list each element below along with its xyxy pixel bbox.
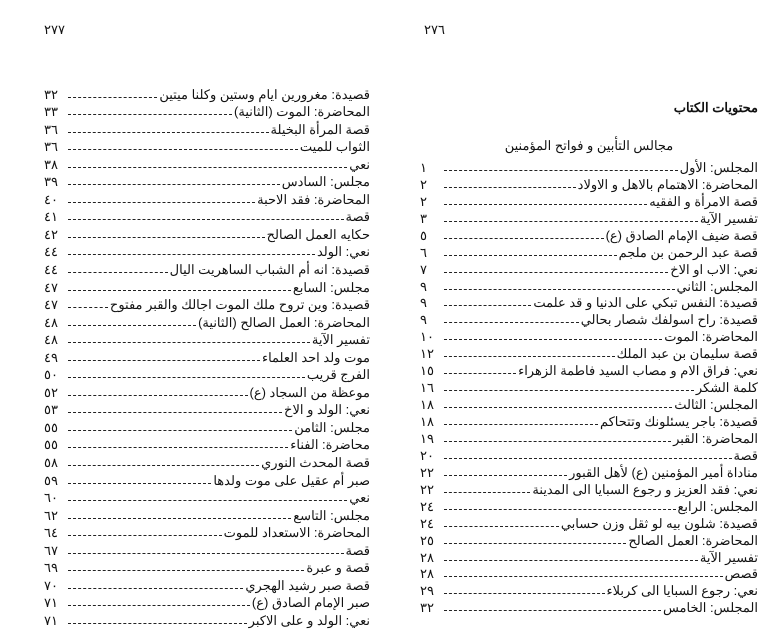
toc-entry-page: ٧٠ (44, 577, 58, 593)
toc-entry-label: تفسير الآية (699, 210, 758, 226)
toc-entry (420, 310, 758, 327)
dotted-leader (68, 149, 298, 150)
toc-entry (420, 226, 758, 243)
toc-entry-label: قصة صبر رشيد الهجري (245, 577, 370, 593)
toc-entry-page: ٥٥ (44, 419, 58, 435)
dotted-leader (68, 307, 108, 308)
toc-entry-page: ٩ (420, 295, 427, 311)
dotted-leader (68, 605, 250, 606)
toc-entry-label: نعي: فقد العزيز و رجوع السبايا الى المدينة (532, 481, 758, 497)
toc-entry-label: الفرج قريب (306, 367, 370, 383)
right-page-contents (420, 100, 758, 615)
toc-entry-page: ٧ (420, 261, 427, 277)
dotted-leader (444, 492, 530, 493)
toc-entry-label: المجلس: الثالث (674, 397, 758, 413)
toc-entry-page: ٢ (420, 193, 427, 209)
toc-entry (420, 277, 758, 294)
dotted-leader (68, 535, 222, 536)
dotted-leader (444, 458, 732, 459)
toc-entry-label: المجلس: الرابع (677, 498, 758, 514)
toc-entry-page: ١ (420, 159, 427, 175)
toc-entry-label: حكايه العمل الصالح (266, 226, 370, 242)
toc-entry (44, 347, 370, 365)
toc-entry-label: محاضرة: الفناء (290, 437, 370, 453)
toc-entry (44, 435, 370, 453)
toc-entry-page: ٦٢ (44, 507, 58, 523)
toc-entry-page: ٤٩ (44, 349, 58, 365)
toc-entry-page: ٥ (420, 227, 427, 243)
dotted-leader (68, 290, 291, 291)
toc-entry-page: ٢ (420, 176, 427, 192)
toc-entry-page: ٢٤ (420, 498, 434, 514)
toc-entry (44, 84, 370, 102)
toc-entry (420, 463, 758, 480)
toc-entry-label: المجلس: الأول (679, 159, 758, 175)
toc-entry-label: قصيدة: النفس تبكي على الدنيا و قد علمت (533, 295, 758, 311)
toc-entry (44, 505, 370, 523)
toc-entry-page: ١٩ (420, 430, 434, 446)
dotted-leader (68, 360, 260, 361)
dotted-leader (444, 238, 604, 239)
dotted-leader (68, 132, 269, 133)
toc-entry-label: المحاضرة: العمل الصالح (628, 532, 758, 548)
dotted-leader (68, 447, 288, 448)
toc-entry-page: ١٨ (420, 414, 434, 429)
toc-entry-label: صبر أم عقيل على موت ولدها (213, 472, 370, 488)
toc-entry-page: ٥٩ (44, 472, 58, 488)
dotted-leader (444, 441, 671, 442)
dotted-leader (68, 272, 168, 273)
toc-entry (420, 497, 758, 514)
toc-entry-label: قصيدة: باجر يسئلونك وتتحاكم (599, 414, 758, 429)
toc-entry-label: قصة (345, 209, 370, 225)
toc-entry (44, 365, 370, 383)
toc-entry (420, 480, 758, 497)
toc-entry-page: ١٥ (420, 363, 434, 379)
dotted-leader (68, 588, 243, 589)
toc-entry-page: ٢٤ (420, 515, 434, 531)
toc-entry (44, 154, 370, 172)
toc-entry-page: ٦٧ (44, 542, 58, 558)
toc-entry-label: نعي: فراق الام و مصاب السيد فاطمة الزهراء (518, 363, 758, 379)
toc-entry-page: ٣٦ (44, 139, 58, 155)
toc-entry (420, 531, 758, 548)
toc-entry (44, 400, 370, 418)
toc-entry (44, 575, 370, 593)
toc-entry (44, 259, 370, 277)
toc-list (420, 158, 758, 615)
left-page-number: ٢٧٧ (44, 22, 65, 37)
dotted-leader (68, 202, 255, 203)
toc-entry-page: ٣٨ (44, 156, 58, 172)
toc-entry-page: ٧١ (44, 612, 58, 628)
dotted-leader (68, 377, 305, 378)
toc-entry-label: موعظة من السجاد (ع) (249, 384, 370, 400)
toc-entry-page: ٢٨ (420, 566, 434, 582)
dotted-leader (68, 518, 291, 519)
dotted-leader (444, 322, 579, 323)
toc-entry (420, 158, 758, 175)
dotted-leader (444, 204, 647, 205)
dotted-leader (68, 623, 247, 624)
toc-entry-label: موت ولد احد العلماء (261, 349, 370, 365)
toc-entry (44, 207, 370, 225)
dotted-leader (444, 373, 516, 374)
dotted-leader (68, 237, 265, 238)
dotted-leader (68, 325, 196, 326)
toc-entry-page: ٥٨ (44, 455, 58, 471)
toc-entry-page: ١٢ (420, 346, 434, 362)
toc-entry-page: ٤٧ (44, 297, 58, 313)
toc-entry-label: قصة و عبرة (306, 560, 370, 576)
dotted-leader (444, 272, 668, 273)
toc-entry-label: قصة (733, 447, 758, 463)
toc-entry-page: ٢٠ (420, 447, 434, 463)
toc-entry-label: نعي: الاب او الاخ (670, 261, 758, 277)
toc-entry-page: ٤٧ (44, 279, 58, 295)
toc-entry-page: ٢٩ (420, 583, 434, 599)
toc-entry-label: تفسير الآية (311, 332, 370, 348)
toc-entry (44, 470, 370, 488)
toc-entry-label: قصة المحدث النوري (261, 455, 370, 471)
toc-entry-label: المحاضرة: الاستعداد للموت (223, 525, 370, 541)
toc-entry (420, 294, 758, 311)
toc-entry-label: مجلس: السادس (281, 174, 370, 190)
dotted-leader (444, 593, 605, 594)
toc-entry (44, 172, 370, 190)
toc-entry (420, 243, 758, 260)
toc-entry-page: ٤٢ (44, 226, 58, 242)
toc-entry (44, 330, 370, 348)
toc-entry (420, 446, 758, 463)
toc-entry-page: ٥٠ (44, 367, 58, 383)
toc-entry-label: المجلس: الثاني (676, 278, 758, 294)
dotted-leader (444, 170, 678, 171)
toc-entry-page: ٩ (420, 278, 427, 294)
toc-entry-label: قصيدة: وين تروح ملك الموت اجالك والقبر مفتوح (109, 297, 370, 313)
toc-entry-label: نعي: الولد و الاخ (284, 402, 370, 418)
toc-entry-label: قصة المرأة البخيلة (270, 121, 370, 137)
toc-entry (44, 558, 370, 576)
toc-entry (44, 417, 370, 435)
toc-entry (420, 192, 758, 209)
toc-entry-page: ٣٢ (44, 86, 58, 102)
toc-entry-page: ٤١ (44, 209, 58, 225)
dotted-leader (444, 390, 694, 391)
toc-entry (44, 312, 370, 330)
dotted-leader (68, 114, 232, 115)
dotted-leader (444, 526, 559, 527)
toc-entry-page: ٢٢ (420, 464, 434, 480)
toc-entry (44, 224, 370, 242)
toc-entry (420, 378, 758, 395)
dotted-leader (444, 289, 675, 290)
toc-entry-page: ٣٦ (44, 121, 58, 137)
toc-entry-page: ٣٢ (420, 600, 434, 616)
toc-entry (44, 189, 370, 207)
toc-entry-page: ٢٢ (420, 481, 434, 497)
toc-entry-label: المحاضرة: القبر (673, 430, 758, 446)
toc-entry-page: ٤٤ (44, 244, 58, 260)
toc-entry (420, 209, 758, 226)
toc-entry-page: ٥٥ (44, 437, 58, 453)
dotted-leader (444, 356, 615, 357)
toc-entry-page: ٦ (420, 244, 427, 260)
dotted-leader (68, 483, 211, 484)
toc-entry-label: قصة سليمان بن عبد الملك (616, 346, 758, 362)
dotted-leader (444, 255, 617, 256)
dotted-leader (68, 430, 292, 431)
contents-subtitle: مجالس التأبين و فواتح المؤمنين (504, 138, 674, 153)
dotted-leader (68, 465, 259, 466)
toc-entry (420, 565, 758, 582)
toc-entry-label: كلمة الشكر (695, 380, 758, 396)
dotted-leader (68, 342, 310, 343)
toc-entry (44, 295, 370, 313)
toc-entry (44, 610, 370, 628)
toc-entry (44, 277, 370, 295)
toc-entry (44, 119, 370, 137)
toc-entry-label: قصيدة: انه أم الشباب الساهريت اليال (169, 262, 370, 278)
toc-entry (420, 548, 758, 565)
toc-entry (420, 598, 758, 615)
toc-entry-label: نعي: الولد (316, 244, 370, 260)
toc-entry (420, 361, 758, 378)
toc-entry-label: مجلس: التاسع (293, 507, 370, 523)
dotted-leader (68, 97, 157, 98)
dotted-leader (444, 187, 576, 188)
dotted-leader (444, 543, 626, 544)
dotted-leader (444, 407, 672, 408)
toc-entry-page: ٢٨ (420, 549, 434, 565)
dotted-leader (68, 500, 347, 501)
dotted-leader (68, 167, 347, 168)
toc-entry (44, 242, 370, 260)
dotted-leader (68, 395, 248, 396)
toc-entry (44, 540, 370, 558)
dotted-leader (444, 509, 676, 510)
toc-entry (420, 412, 758, 429)
toc-entry-page: ١٨ (420, 397, 434, 413)
toc-entry-label: المحاضرة: العمل الصالح (الثانية) (198, 314, 370, 330)
toc-entry (420, 429, 758, 446)
toc-entry-label: نعي: رجوع السبايا الى كربلاء (606, 583, 758, 599)
toc-entry-label: قصة ضيف الإمام الصادق (ع) (605, 227, 758, 243)
toc-entry (44, 452, 370, 470)
toc-entry-label: نعي: الولد و على الاكبر (248, 612, 370, 628)
toc-entry (44, 102, 370, 120)
dotted-leader (68, 184, 280, 185)
toc-entry-label: المحاضرة: الاهتمام بالاهل و الاولاد (577, 176, 758, 192)
toc-entry-label: نعي (349, 156, 370, 172)
toc-entry-label: المحاضرة: الموت (664, 329, 758, 345)
dotted-leader (68, 254, 315, 255)
left-page-contents (44, 84, 370, 628)
toc-entry-page: ٣٩ (44, 174, 58, 190)
dotted-leader (68, 570, 304, 571)
dotted-leader (444, 305, 531, 306)
toc-entry (44, 593, 370, 611)
toc-entry-label: قصة عبد الرحمن بن ملجم (618, 244, 758, 260)
toc-entry-label: قصيدة: راح اسولفك شصار بحالي (580, 312, 758, 328)
toc-entry-page: ٦٩ (44, 560, 58, 576)
toc-entry-label: مناداة أمير المؤمنين (ع) لأهل القبور (569, 464, 758, 480)
dotted-leader (68, 553, 344, 554)
toc-entry-page: ٧١ (44, 595, 58, 611)
dotted-leader (68, 412, 282, 413)
toc-entry-label: نعي (349, 490, 370, 506)
toc-entry-label: قصة (345, 542, 370, 558)
dotted-leader (444, 339, 662, 340)
toc-entry-page: ٣٣ (44, 104, 58, 120)
toc-entry-label: مجلس: الثامن (294, 419, 370, 435)
toc-entry-page: ١٠ (420, 329, 434, 345)
toc-entry (44, 523, 370, 541)
toc-entry (420, 395, 758, 412)
toc-entry-page: ٢٥ (420, 532, 434, 548)
dotted-leader (444, 610, 661, 611)
dotted-leader (444, 424, 598, 425)
toc-entry (420, 175, 758, 192)
toc-entry-page: ٦٤ (44, 525, 58, 541)
dotted-leader (68, 219, 344, 220)
right-page-number: ٢٧٦ (424, 22, 445, 37)
toc-entry (420, 260, 758, 277)
toc-entry-label: مجلس: السابع (292, 279, 370, 295)
dotted-leader (444, 221, 698, 222)
toc-entry-page: ٤٠ (44, 191, 58, 207)
toc-entry (420, 514, 758, 531)
toc-entry-label: قصيدة: مغرورين ايام وستين وكلنا ميتين (159, 86, 370, 102)
toc-entry (44, 137, 370, 155)
toc-entry-page: ٩ (420, 312, 427, 328)
toc-entry-label: قصيدة: شلون بيه لو ثقل وزن حسابي (560, 515, 758, 531)
toc-entry (420, 344, 758, 361)
dotted-leader (444, 475, 567, 476)
dotted-leader (444, 576, 723, 577)
contents-title: محتويات الكتاب (673, 100, 758, 115)
toc-entry-page: ٦٠ (44, 490, 58, 506)
toc-entry-page: ٥٢ (44, 384, 58, 400)
toc-entry (44, 488, 370, 506)
toc-entry (420, 581, 758, 598)
toc-entry (44, 382, 370, 400)
toc-entry-label: قصص (724, 566, 758, 582)
toc-entry (420, 327, 758, 344)
toc-entry-page: ٣ (420, 210, 427, 226)
toc-entry-page: ١٦ (420, 380, 434, 396)
toc-entry-label: المحاضرة: فقد الاحبة (257, 191, 370, 207)
toc-entry-page: ٤٤ (44, 262, 58, 278)
toc-entry-page: ٤٨ (44, 314, 58, 330)
toc-entry-label: تفسير الآية (699, 549, 758, 565)
toc-entry-label: المجلس: الخامس (662, 600, 758, 616)
toc-entry-label: قصة الامرأة و الفقيه (649, 193, 758, 209)
toc-entry-label: المحاضرة: الموت (الثانية) (234, 104, 370, 120)
dotted-leader (444, 560, 698, 561)
toc-entry-page: ٤٨ (44, 332, 58, 348)
toc-entry-label: الثواب للميت (299, 139, 370, 155)
toc-entry-label: صبر الإمام الصادق (ع) (251, 595, 370, 611)
toc-entry-page: ٥٣ (44, 402, 58, 418)
